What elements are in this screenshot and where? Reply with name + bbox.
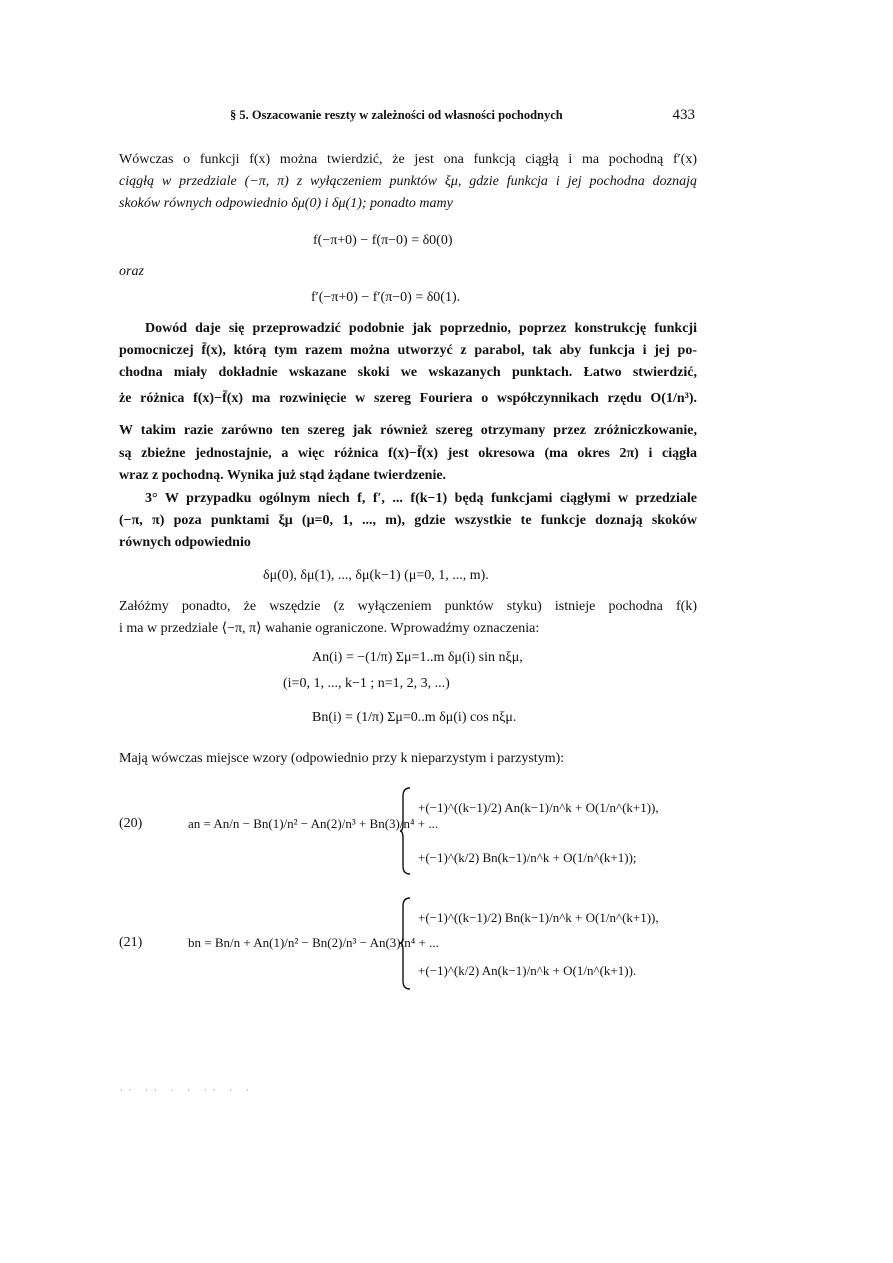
para1-line3: skoków równych odpowiednio δμ(0) i δμ(1); ponadto mamy [119,196,453,211]
equation-jump-0: f(−π+0) − f(π−0) = δ0(0) [313,233,453,248]
para1-line2: ciągłą w przedziale (−π, π) z wyłączeniem punktów ξμ, gdzie funkcja i jej pochodna doznają [119,174,697,189]
equation-20-case-odd: +(−1)^((k−1)/2) An(k−1)/n^k + O(1/n^(k+1)), [418,800,659,815]
equation-21-case-odd: +(−1)^((k−1)/2) Bn(k−1)/n^k + O(1/n^(k+1)), [418,910,659,925]
equation-21-case-even: +(−1)^(k/2) An(k−1)/n^k + O(1/n^(k+1)). [418,963,637,978]
equation-20-case-even: +(−1)^(k/2) Bn(k−1)/n^k + O(1/n^(k+1)); [418,850,637,865]
equation-B-def: Bn(i) = (1/π) Σμ=0..m δμ(i) cos nξμ. [312,710,517,725]
equation-A-def: An(i) = −(1/π) Σμ=1..m δμ(i) sin nξμ, [312,650,523,665]
para2-line3: chodna miały dokładnie wskazane skoki we wskazanych punktach. Łatwo stwierdzić, [119,365,697,380]
equation-jumps: δμ(0), δμ(1), ..., δμ(k−1) (μ=0, 1, ..., m). [263,568,489,583]
para3-line2: (−π, π) poza punktami ξμ (μ=0, 1, ..., m), gdzie wszystkie te funkcje doznają skoków [119,513,697,528]
equation-index-range: (i=0, 1, ..., k−1 ; n=1, 2, 3, ...) [283,676,450,691]
para3-line3: równych odpowiednio [119,535,251,550]
equation-jump-1: f′(−π+0) − f′(π−0) = δ0(1). [311,290,461,305]
para4-line1: Załóżmy ponadto, że wszędzie (z wyłączeniem punktów styku) istnieje pochodna f(k) [119,599,697,614]
word-oraz: oraz [119,264,144,279]
para3-line1: 3° W przypadku ogólnym niech f, f′, ... f(k−1) będą funkcjami ciągłymi w przedziale [145,491,697,506]
equation-21-lhs: bn = Bn/n + An(1)/n² − Bn(2)/n³ − An(3)/n⁴ + ... [188,935,439,950]
para5: Mają wówczas miejsce wzory (odpowiednio przy k nieparzystym i parzystym): [119,751,565,766]
para2-line5: W takim razie zarówno ten szereg jak również szereg otrzymany przez zróżniczkowanie, [119,423,697,438]
equation-20-brace [400,786,412,876]
para1-line1: Wówczas o funkcji f(x) można twierdzić, że jest ona funkcją ciągłą i ma pochodną f′(x) [119,152,697,167]
page-number: 433 [672,107,695,123]
running-header [120,108,695,130]
para2-line2: pomocniczej f̄(x), którą tym razem można utworzyć z parabol, tak aby funkcja i jej po- [119,343,697,358]
equation-21-brace [400,896,412,991]
para2-line7: wraz z pochodną. Wynika już stąd żądane twierdzenie. [119,468,447,483]
equation-20-number: (20) [119,816,143,831]
para2-line6: są zbieżne jednostajnie, a więc różnica f(x)−f̄(x) jest okresowa (ma okres 2π) i ciągła [119,446,697,461]
para2-line1: Dowód daje się przeprowadzić podobnie jak poprzednio, poprzez konstrukcję funkcji [145,321,697,336]
para4-line2: i ma w przedziale ⟨−π, π⟩ wahanie ograniczone. Wprowadźmy oznaczenia: [119,621,540,636]
para2-line4: że różnica f(x)−f̄(x) ma rozwinięcie w szereg Fouriera o współczynnikach rzędu O(1/n³). [119,391,697,406]
equation-21-number: (21) [119,935,143,950]
equation-20-lhs: an = An/n − Bn(1)/n² − An(2)/n³ + Bn(3)/n⁴ + ... [188,816,439,831]
section-title: § 5. Oszacowanie reszty w zależności od własności pochodnych [230,108,563,122]
scan-artifact-line: ·· ·· · · ·· · · [120,1086,255,1095]
